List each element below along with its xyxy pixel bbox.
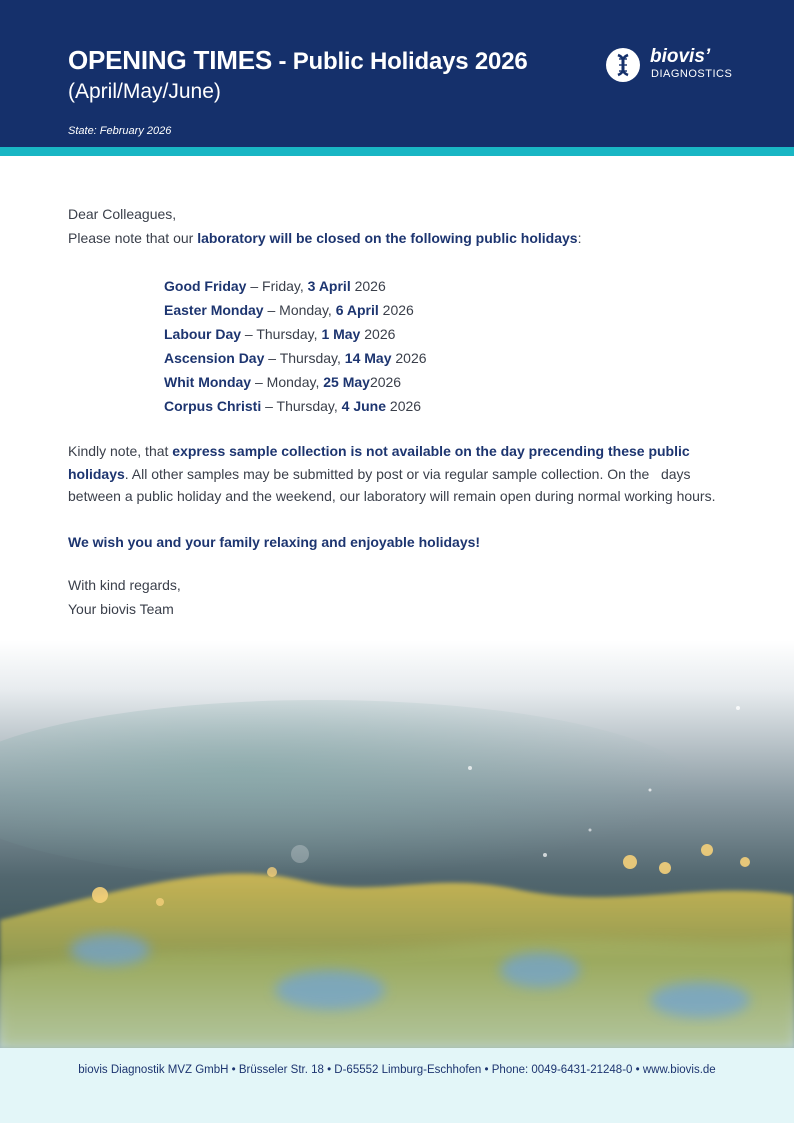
logo-subtitle: DIAGNOSTICS xyxy=(651,68,733,80)
holiday-item xyxy=(164,322,427,346)
holiday-weekday: – Thursday, xyxy=(241,326,322,342)
footer-band xyxy=(0,1048,794,1123)
dna-logo-icon xyxy=(606,48,640,82)
holiday-year: 2026 xyxy=(360,326,396,342)
title-rest: Public Holidays 2026 xyxy=(292,48,528,75)
holiday-item xyxy=(164,394,427,418)
holiday-name: Ascension Day xyxy=(164,350,265,366)
closing-block xyxy=(68,573,181,621)
holiday-year: 2026 xyxy=(386,398,422,414)
biovis-logo xyxy=(606,46,756,86)
note-intro: Kindly note, that xyxy=(68,443,173,459)
holiday-date: 6 April xyxy=(335,302,379,318)
holiday-weekday: – Thursday, xyxy=(261,398,342,414)
holiday-name: Labour Day xyxy=(164,326,242,342)
note-rest: . All other samples may be submitted by post or via regular sample collection. On the days between a public holiday and the weekend, our laboratory will remain open during normal working hours. xyxy=(68,465,716,504)
holiday-year: 2026 xyxy=(391,350,427,366)
holiday-weekday: – Monday, xyxy=(263,302,336,318)
teal-divider xyxy=(0,147,794,156)
holiday-weekday: – Friday, xyxy=(246,278,308,294)
note-emphasis: express sample collection is not available on the day precending these public holidays xyxy=(68,443,690,482)
title-main: OPENING TIMES xyxy=(68,45,272,75)
header-banner xyxy=(0,0,794,147)
holiday-date: 3 April xyxy=(307,278,351,294)
meadow-photo xyxy=(0,640,794,1048)
footer-contact: biovis Diagnostik MVZ GmbH • Brüsseler Str. 18 • D-65552 Limburg-Eschhofen • Phone: 0049-6431-21248-0 • www.biovis.de xyxy=(78,1064,716,1076)
holiday-year: 2026 xyxy=(369,374,402,390)
holiday-item xyxy=(164,370,427,394)
greeting-block xyxy=(68,202,581,250)
holiday-item xyxy=(164,346,427,370)
holiday-date: 25 May xyxy=(323,374,370,390)
holiday-year: 2026 xyxy=(378,302,414,318)
holiday-year: 2026 xyxy=(350,278,386,294)
intro-line xyxy=(68,226,581,250)
holiday-item xyxy=(164,298,427,322)
holiday-weekday: – Thursday, xyxy=(264,350,345,366)
holiday-date: 14 May xyxy=(344,350,392,366)
intro-punct: : xyxy=(577,230,582,246)
salutation: Dear Colleagues, xyxy=(68,206,177,222)
holiday-name: Corpus Christi xyxy=(164,398,262,414)
note-paragraph xyxy=(68,440,730,508)
closing-line: With kind regards, xyxy=(68,577,181,593)
holiday-list xyxy=(164,274,427,418)
state-date: State: February 2026 xyxy=(68,125,172,137)
page-subtitle: (April/May/June) xyxy=(68,80,221,103)
holiday-weekday: – Monday, xyxy=(251,374,324,390)
holiday-date: 4 June xyxy=(341,398,387,414)
signature: Your biovis Team xyxy=(68,601,174,617)
holiday-name: Good Friday xyxy=(164,278,247,294)
title-separator: - xyxy=(271,48,293,75)
holiday-wish: We wish you and your family relaxing and enjoyable holidays! xyxy=(68,534,481,550)
holiday-date: 1 May xyxy=(321,326,361,342)
intro-text: Please note that our xyxy=(68,230,198,246)
holiday-name: Whit Monday xyxy=(164,374,252,390)
intro-emphasis: laboratory will be closed on the following public holidays xyxy=(197,230,578,246)
holiday-item xyxy=(164,274,427,298)
logo-name: biovis’ xyxy=(650,46,711,67)
page-title xyxy=(68,45,528,76)
holiday-name: Easter Monday xyxy=(164,302,264,318)
